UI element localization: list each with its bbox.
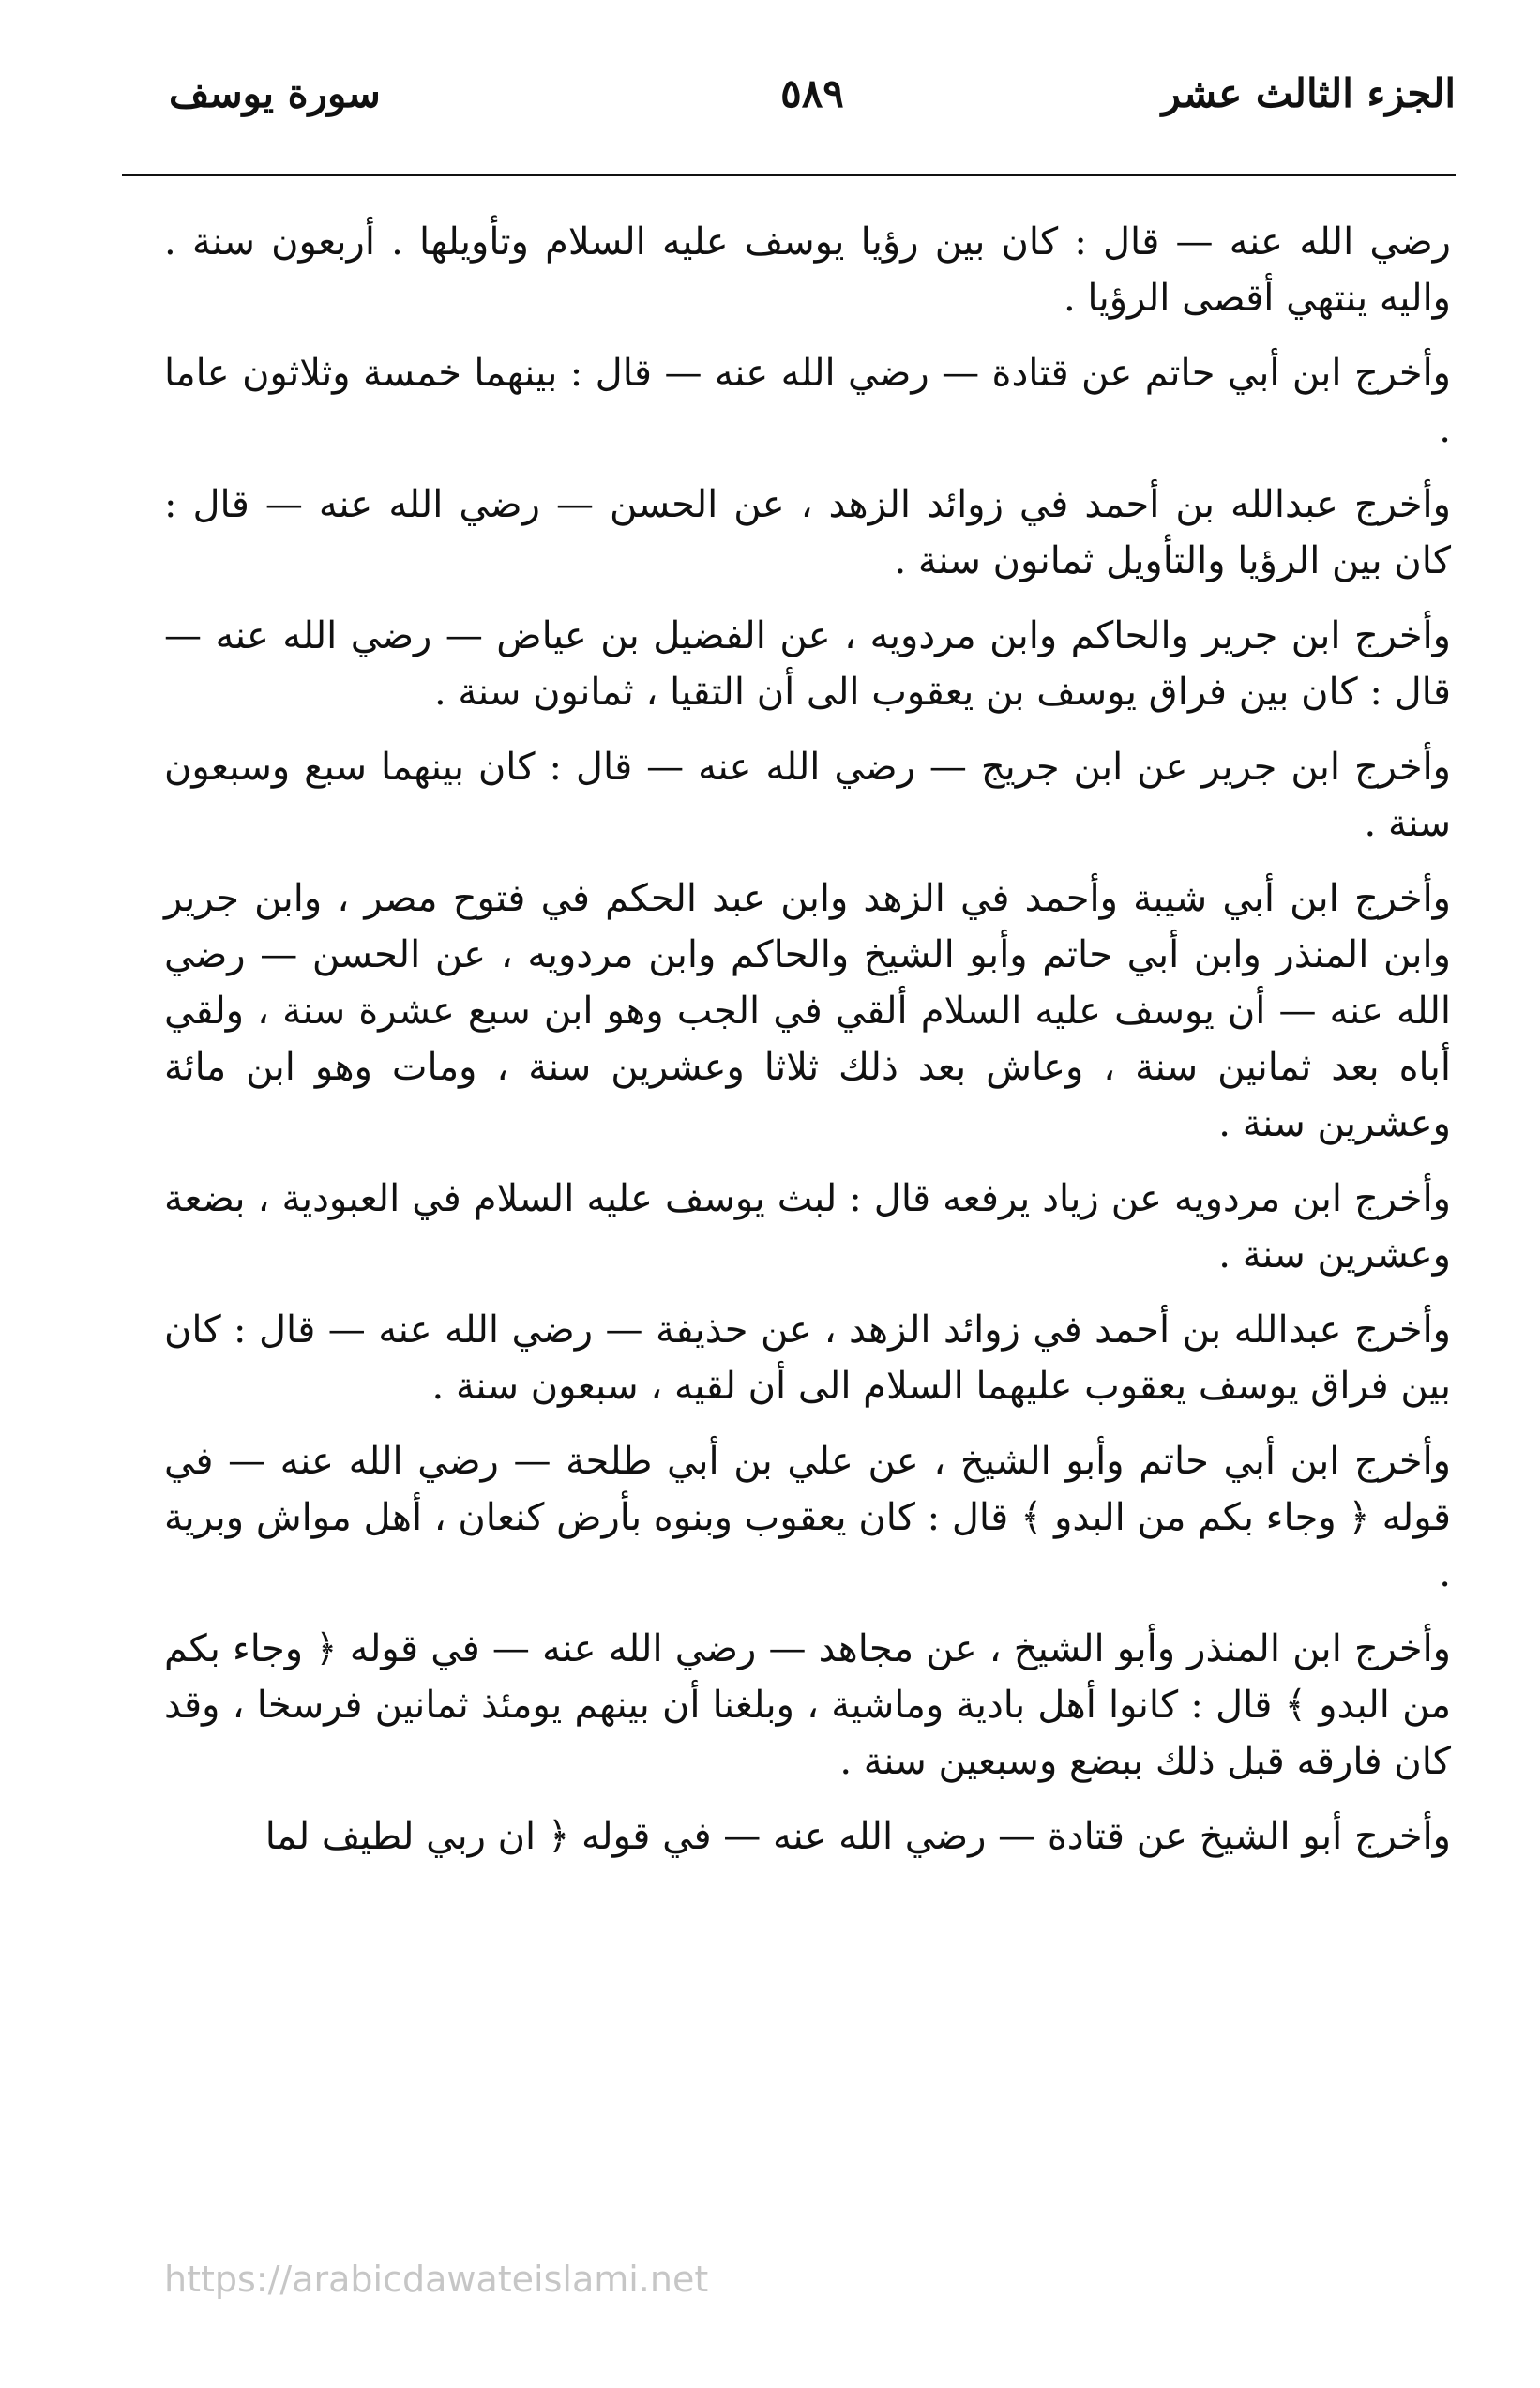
paragraph: وأخرج ابن أبي حاتم وأبو الشيخ ، عن علي بن أبي طلحة — رضي الله عنه — في قوله ﴿ وجاء بكم من البدو ﴾ قال : كان يعقوب وبنوه بأرض كنعان ، أهل مواش وبرية .: [164, 1440, 1452, 1595]
paragraph: وأخرج ابن جرير عن ابن جريج — رضي الله عنه — قال : كان بينهما سبع وسبعون سنة .: [164, 746, 1451, 845]
paragraph: وأخرج ابن أبي حاتم عن قتادة — رضي الله عنه — قال : بينهما خمسة وثلاثون عاما .: [164, 352, 1451, 451]
paragraph: وأخرج ابن مردويه عن زياد يرفعه قال : لبث يوسف عليه السلام في العبودية ، بضعة وعشرين سنة .: [164, 1177, 1452, 1277]
page-body: [164, 214, 1451, 1883]
part-title: الجزء الثالث عشر: [1161, 70, 1456, 116]
surah-title: سورة يوسف: [169, 70, 381, 116]
page-number: ٥٨٩: [780, 70, 844, 116]
paragraph: وأخرج ابن المنذر وأبو الشيخ ، عن مجاهد — رضي الله عنه — في قوله ﴿ وجاء بكم من البدو ﴾ قال : كانوا أهل بادية وماشية ، وبلغنا أن بينهم يومئذ ثمانين فرسخا ، وقد كان فارقه قبل ذلك ببضع وسبعين سنة .: [164, 1627, 1451, 1783]
paragraph: وأخرج ابن جرير والحاكم وابن مردويه ، عن الفضيل بن عياض — رضي الله عنه — قال : كان بين فراق يوسف بن يعقوب الى أن التقيا ، ثمانون سنة .: [164, 614, 1451, 714]
paragraph: وأخرج ابن أبي شيبة وأحمد في الزهد وابن عبد الحكم في فتوح مصر ، وابن جرير وابن المنذر وابن أبي حاتم وأبو الشيخ والحاكم وابن مردويه ، عن الحسن — رضي الله عنه — أن يوسف عليه السلام ألقي في الجب وهو ابن سبع عشرة سنة ، ولقي أباه بعد ثمانين سنة ، وعاش بعد ذلك ثلاثا وعشرين سنة ، ومات وهو ابن مائة وعشرين سنة .: [164, 877, 1451, 1145]
header-rule: [122, 174, 1456, 176]
page-header: [169, 66, 1456, 131]
paragraph: وأخرج عبدالله بن أحمد في زوائد الزهد ، عن الحسن — رضي الله عنه — قال : كان بين الرؤيا والتأويل ثمانون سنة .: [164, 483, 1451, 582]
paragraph: وأخرج أبو الشيخ عن قتادة — رضي الله عنه — في قوله ﴿ ان ربي لطيف لما: [264, 1815, 1451, 1858]
paragraph: وأخرج عبدالله بن أحمد في زوائد الزهد ، عن حذيفة — رضي الله عنه — قال : كان بين فراق يوسف يعقوب عليهما السلام الى أن لقيه ، سبعون سنة .: [164, 1308, 1451, 1408]
paragraph: رضي الله عنه — قال : كان بين رؤيا يوسف عليه السلام وتأويلها . أربعون سنة . واليه ينتهي أقصى الرؤيا .: [164, 220, 1451, 320]
watermark-url: https://arabicdawateislami.net: [164, 2259, 709, 2300]
